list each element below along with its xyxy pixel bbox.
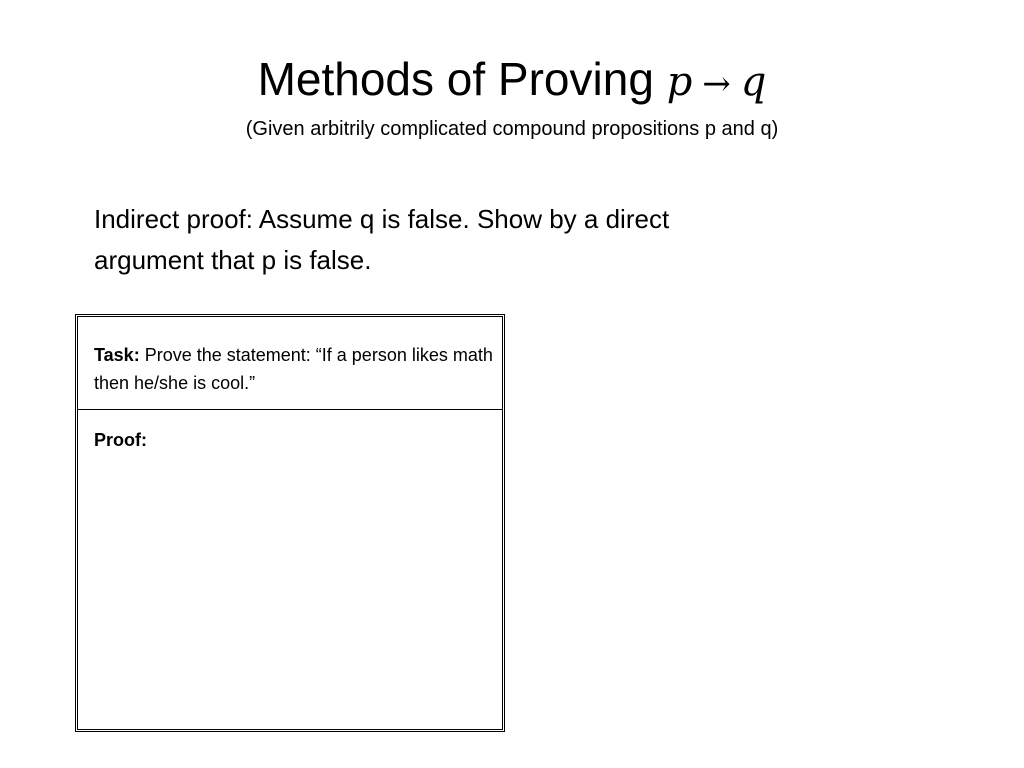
indirect-proof-description [94,199,854,281]
title-text: Methods of Proving [257,53,654,105]
task-box [75,314,505,732]
task-text: Prove the statement: “If a person likes math then he/she is cool.” [94,345,493,393]
description-line-2: argument that p is false. [94,245,372,275]
slide-title [0,48,1024,115]
task-section [78,317,502,410]
proof-label: Proof: [94,430,147,450]
title-var-p: p [666,59,693,105]
title-var-q: q [740,59,767,105]
implies-arrow-icon: → [702,64,731,104]
description-line-1: Indirect proof: Assume q is false. Show by a direct [94,204,670,234]
task-label: Task: [94,345,140,365]
proof-section [78,410,502,728]
slide-subtitle: (Given arbitrily complicated compound propositions p and q) [245,118,779,140]
